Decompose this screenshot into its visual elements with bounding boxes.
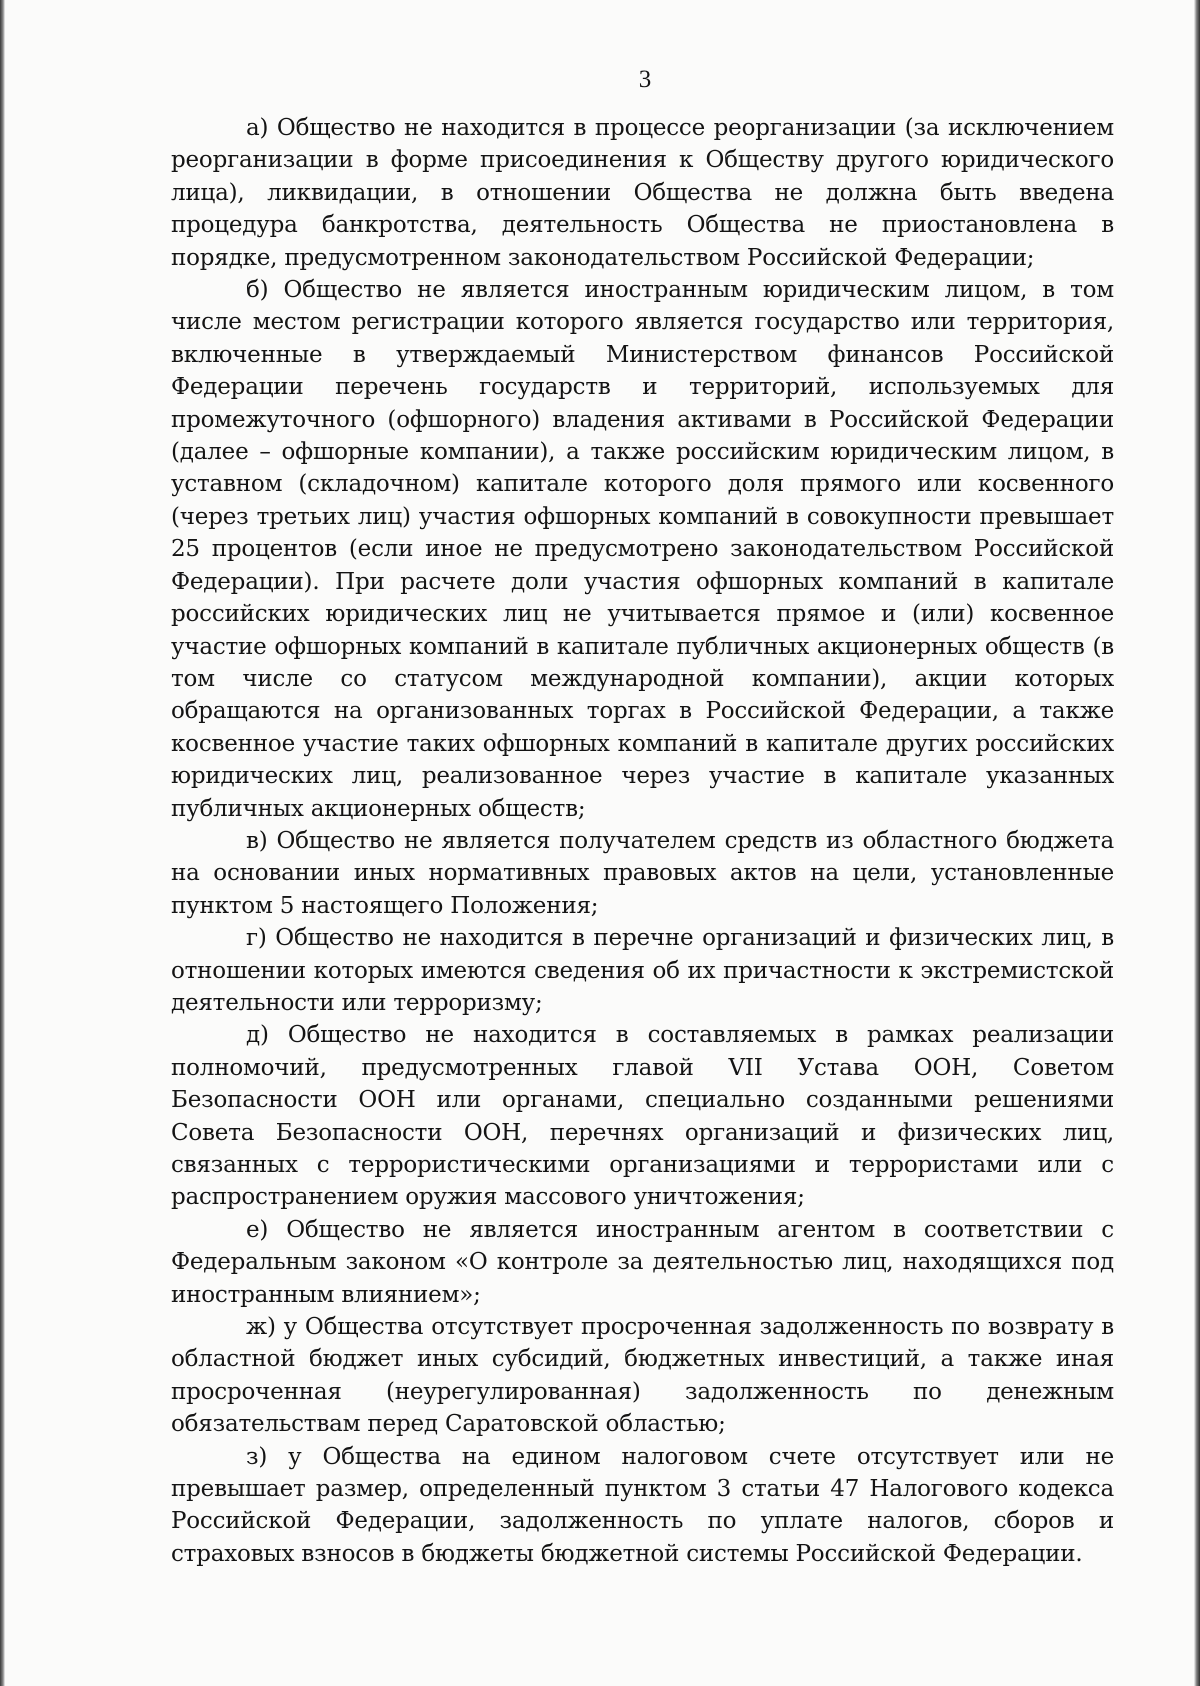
paragraph-d: д) Общество не находится в составляемых в рамках реализации полномочий, предусмотренных главой VII Устава ООН, Советом Безопасности ООН или органами, специально созданными решениями Совета Безопасности ООН, перечнях организаций и физических лиц, связанных с террористическими организациями и террористами или с распространением оружия массового уничтожения;	[171, 1022, 1114, 1211]
paragraph-e: е) Общество не является иностранным агентом в соответствии с Федеральным законом «О контроле за деятельностью лиц, находящихся под иностранным влиянием»;	[171, 1216, 1114, 1308]
paragraph-a: а) Общество не находится в процессе реорганизации (за исключением реорганизации в форме присоединения к Обществу другого юридического лица), ликвидации, в отношении Общества не должна быть введена процедура банкротства, деятельность Общества не приостановлена в порядке, предусмотренном законодательством Российской Федерации;	[171, 115, 1114, 271]
paragraph-z: з) у Общества на едином налоговом счете отсутствует или не превышает размер, определенный пунктом 3 статьи 47 Налогового кодекса Российской Федерации, задолженность по уплате налогов, сборов и страховых взносов в бюджеты бюджетной системы Российской Федерации.	[171, 1443, 1114, 1567]
document-body	[171, 112, 1114, 1570]
scan-edge-right	[1194, 0, 1200, 1686]
scan-edge-left	[0, 0, 5, 1686]
paragraph-g: г) Общество не находится в перечне организаций и физических лиц, в отношении которых имеются сведения об их причастности к экстремистской деятельности или терроризму;	[171, 925, 1114, 1016]
paragraph-b: б) Общество не является иностранным юридическим лицом, в том числе местом регистрации которого является государство или территория, включенные в утверждаемый Министерством финансов Российской Федерации перечень государств и территорий, используемых для промежуточного (офшорного) владения активами в Российской Федерации (далее – офшорные компании), а также российским юридическим лицом, в уставном (складочном) капитале которого доля прямого или косвенного (через третьих лиц) участия офшорных компаний в совокупности превышает 25 процентов (если иное не предусмотрено законодательством Российской Федерации). При расчете доли участия офшорных компаний в капитале российских юридических лиц не учитывается прямое и (или) косвенное участие офшорных компаний в капитале публичных акционерных обществ (в том числе со статусом международной компании), акции которых обращаются на организованных торгах в Российской Федерации, а также косвенное участие таких офшорных компаний в капитале других российских юридических лиц, реализованное через участие в капитале указанных публичных акционерных обществ;	[171, 277, 1114, 822]
page-number: 3	[638, 66, 652, 93]
paragraph-zh: ж) у Общества отсутствует просроченная задолженность по возврату в областной бюджет иных субсидий, бюджетных инвестиций, а также иная просроченная (неурегулированная) задолженность по денежным обязательствам перед Саратовской областью;	[171, 1314, 1114, 1438]
paragraph-v: в) Общество не является получателем средств из областного бюджета на основании иных нормативных правовых актов на цели, установленные пунктом 5 настоящего Положения;	[171, 827, 1114, 919]
